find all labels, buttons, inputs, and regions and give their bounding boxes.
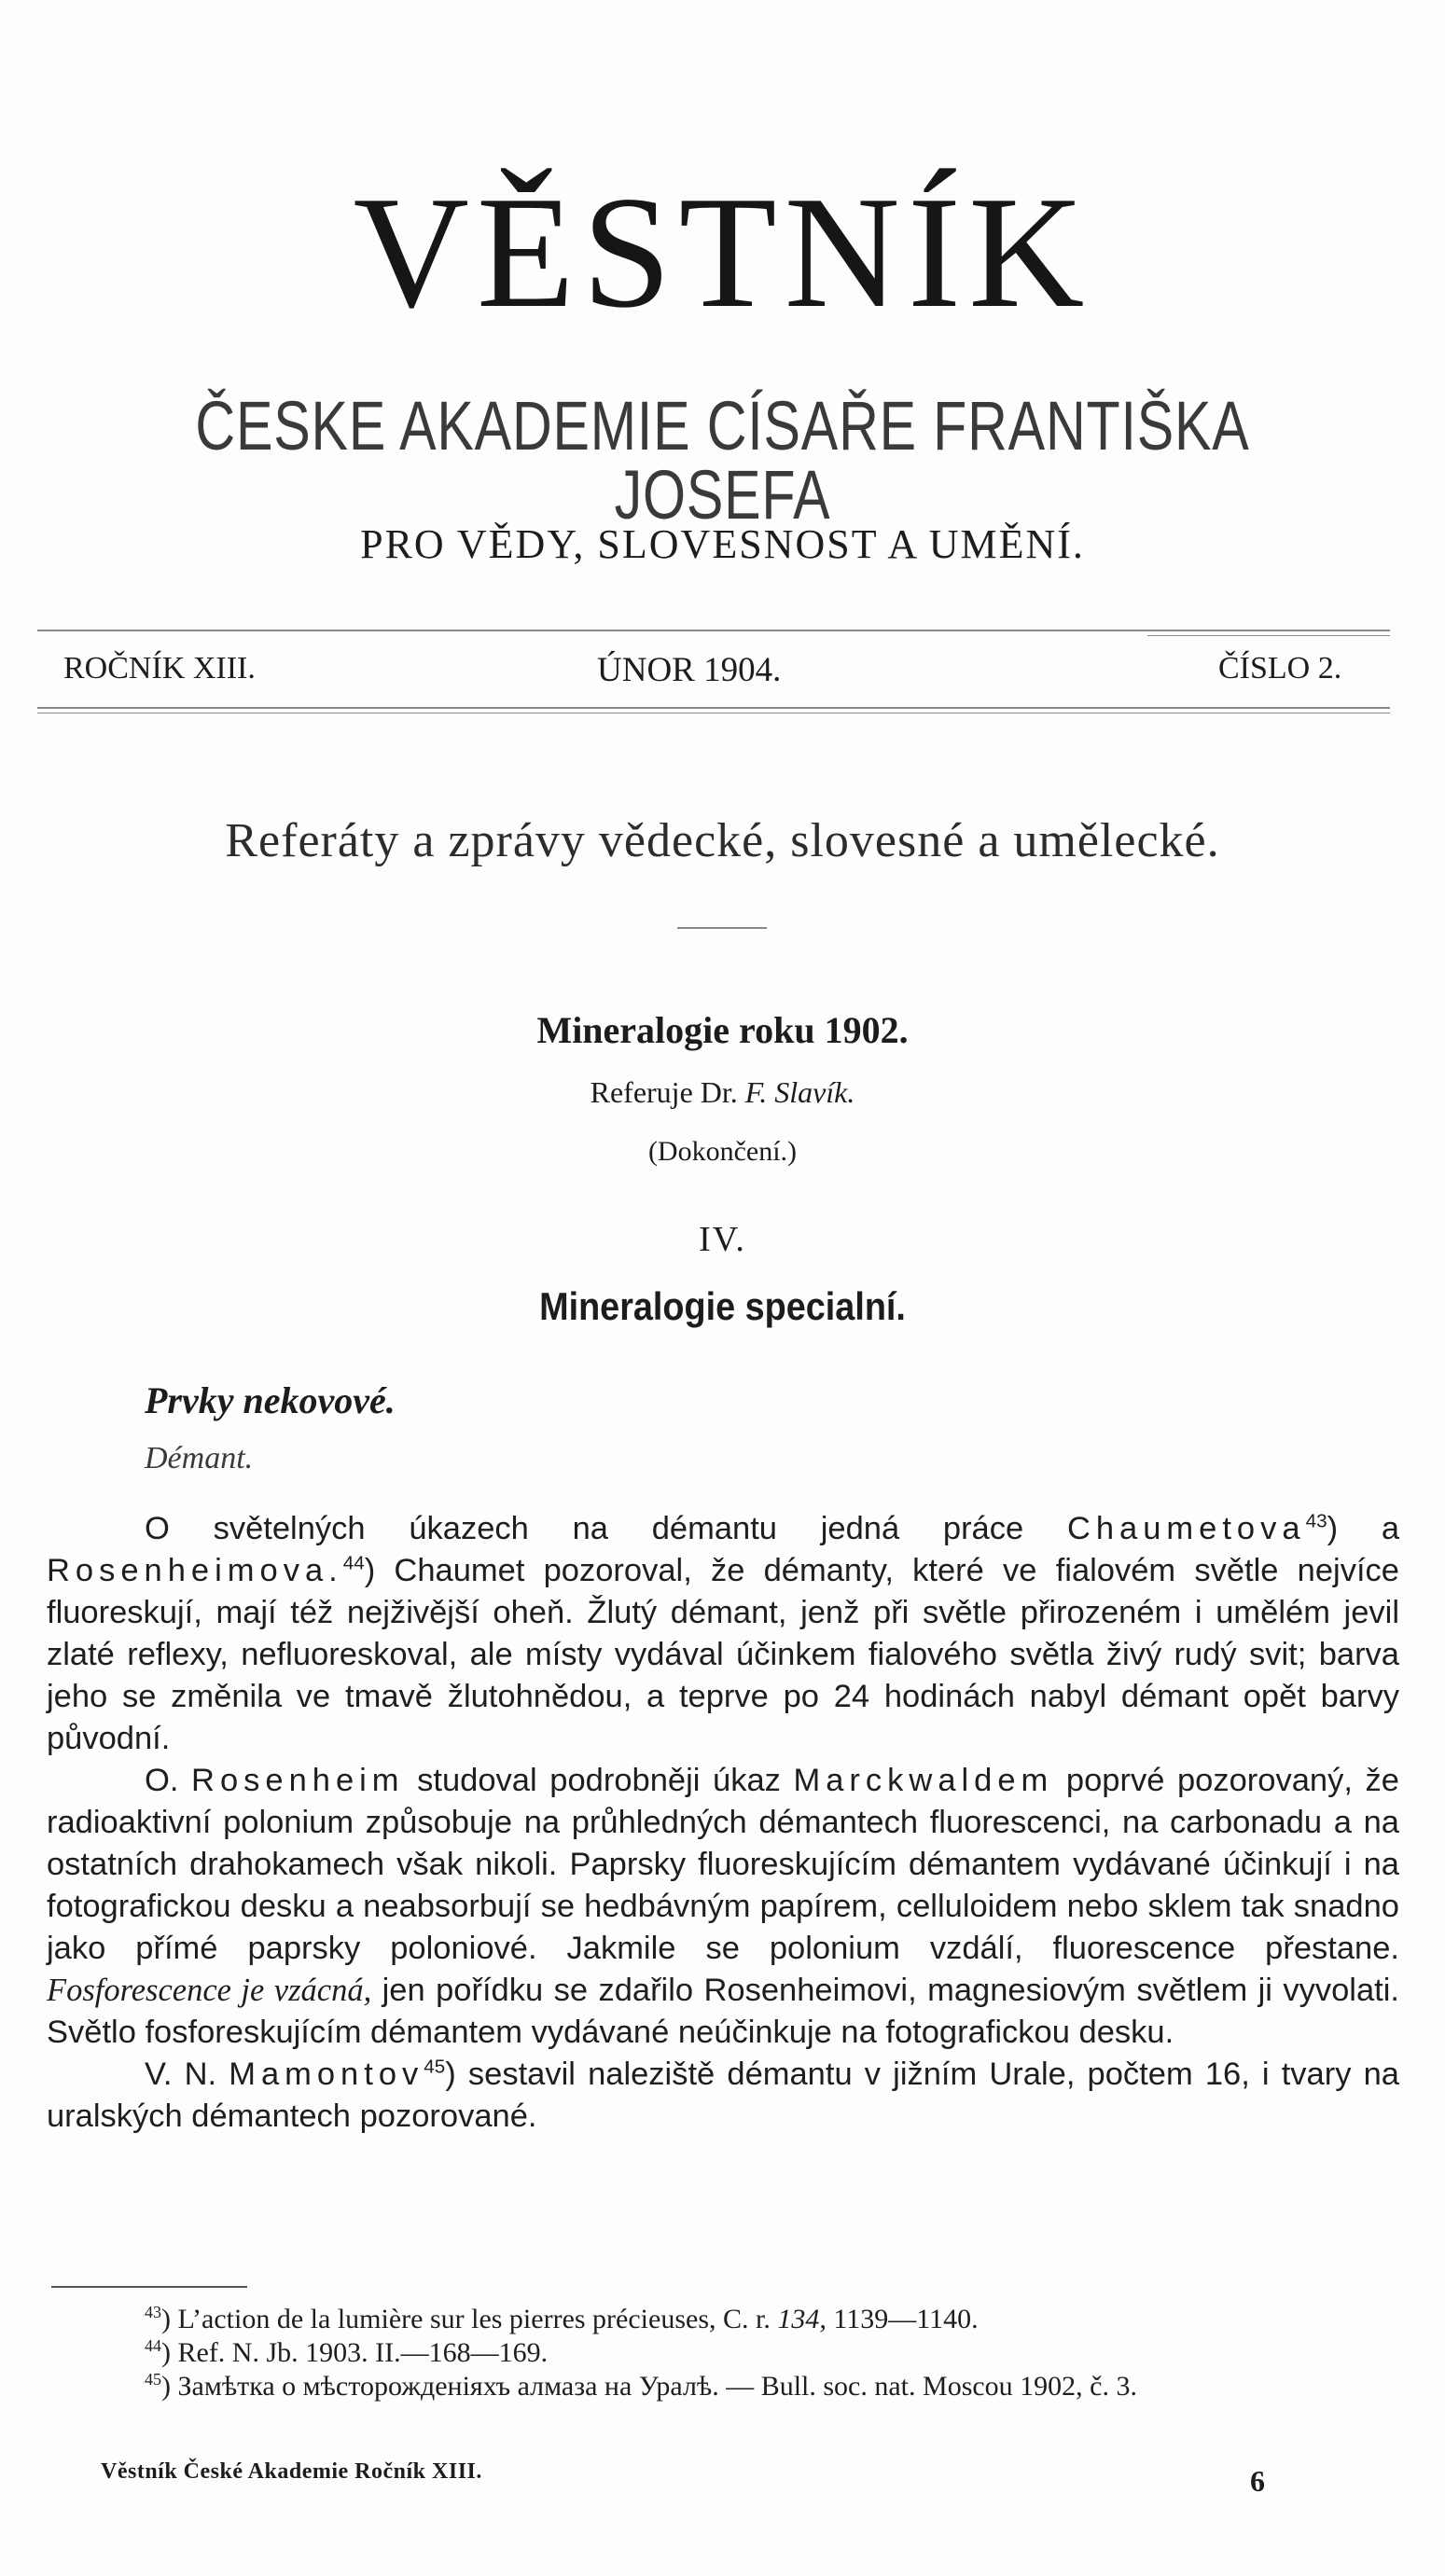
page-footer-signature: Věstník České Akademie Ročník XIII. <box>101 2459 482 2484</box>
author-prefix: Referuje Dr. <box>590 1075 745 1109</box>
text: jen pořídku se zdařilo Rosenheimovi, magnesiovým světlem ji vyvolati. Světlo fosforeskujícím démantem vydávané neúčinkuje na fotografickou desku. <box>47 1973 1399 2050</box>
journal-subtitle-2: PRO VĚDY, SLOVESNOST A UMĚNÍ. <box>360 521 1085 567</box>
footnote-44 <box>47 2336 1399 2370</box>
text: ) sestavil naleziště démantu v jižním Urale, počtem 16, i tvary na uralských démantech pozorované. <box>47 2057 1399 2134</box>
text: 1139—1140. <box>826 2304 979 2334</box>
footnotes <box>47 2303 1399 2403</box>
article-body <box>47 1508 1399 2138</box>
paragraph-2 <box>47 1760 1399 2054</box>
author-ref: Rosenheimova. <box>47 1553 343 1588</box>
footnote-mark: 43 <box>145 2303 161 2321</box>
text: studoval podrobněji úkaz <box>404 1763 794 1798</box>
text: ) L’action de la lumière sur les pierres précieuses, C. r. <box>161 2304 778 2334</box>
italic-volume: 134, <box>777 2304 827 2334</box>
journal-subtitle: ČESKE AKADEMIE CÍSAŘE FRANTIŠKA JOSEFA <box>195 387 1250 533</box>
page-number: 6 <box>1250 2464 1265 2498</box>
footnote-mark: 45 <box>145 2370 161 2389</box>
footnote-45 <box>47 2370 1399 2403</box>
section-divider <box>677 927 767 929</box>
footnote-mark: 44 <box>145 2336 161 2355</box>
section-heading: Referáty a zprávy vědecké, slovesné a umělecké. <box>225 814 1220 867</box>
text: O. <box>145 1763 192 1798</box>
author-ref: Rosenheim <box>191 1763 405 1798</box>
article-author <box>0 1077 1445 1107</box>
part-title: Mineralogie specialní. <box>539 1284 906 1328</box>
text: ) Chaumet pozoroval, že démanty, které ve fialovém světle nejvíce fluoreskují, mají též nejživější oheň. Žlutý démant, jenž při světle přirozeném i umělém jevil zlaté reflexy, nefluoreskoval, ale místy vydával účinkem fialového světla živý rudý svit; barva jeho se změnila ve tmavě žlutohnědou, a teprve po 24 hodinách nabyl démant opět barvy původní. <box>47 1553 1399 1756</box>
author-ref: Chaumetova <box>1066 1511 1306 1546</box>
italic-phrase: Fosforescence je vzácná, <box>47 1973 372 2008</box>
header-rule-top-2 <box>1147 635 1390 636</box>
article-title: Mineralogie roku 1902. <box>536 1009 909 1051</box>
volume-label: ROČNÍK XIII. <box>63 651 256 686</box>
text: ) Ref. N. Jb. 1903. II.—168—169. <box>161 2337 549 2368</box>
issue-date: ÚNOR 1904. <box>597 651 782 689</box>
paragraph-3 <box>47 2054 1399 2138</box>
part-number: IV. <box>699 1220 746 1259</box>
author-name: F. Slavík. <box>744 1075 855 1109</box>
text: V. N. <box>145 2057 229 2092</box>
paragraph-1 <box>47 1508 1399 1760</box>
issue-number: ČÍSLO 2. <box>1218 651 1342 686</box>
text: ) a <box>1327 1511 1400 1546</box>
journal-title: VĚSTNÍK <box>353 164 1092 341</box>
footnote-rule <box>51 2286 247 2288</box>
article-continuation: (Dokončení.) <box>647 1136 798 1167</box>
subsection-heading: Prvky nekovové. <box>145 1379 396 1421</box>
footnote-ref: 45 <box>424 2056 446 2078</box>
text: poprvé pozorovaný, že radioaktivní polonium způsobuje na průhledných démantech fluorescenci, na carbonadu a na ostatních drahokamech však nikoli. Paprsky fluoreskujícím démantem vydávané účinkují i na fotografickou desku a neabsorbují se hedbávným papírem, celluloidem nebo sklem tak snadno jako přímé paprsky poloniové. Jakmile se polonium vzdálí, fluorescence přestane. <box>47 1763 1399 1966</box>
text: O světelných úkazech na démantu jedná práce <box>145 1511 1067 1546</box>
author-ref: Marckwaldem <box>793 1763 1054 1798</box>
subsubsection-heading: Démant. <box>145 1441 254 1475</box>
text: ) Замѣтка о мѣсторожденіяхъ алмаза на Уралѣ. — Bull. soc. nat. Moscou 1902, č. 3. <box>161 2371 1138 2402</box>
footnote-ref: 43 <box>1305 1510 1327 1532</box>
footnote-ref: 44 <box>342 1552 365 1574</box>
footnote-43 <box>47 2303 1399 2336</box>
header-rule-top <box>37 630 1390 631</box>
header-rule-bottom <box>37 707 1390 709</box>
author-ref: Mamontov <box>229 2057 424 2092</box>
